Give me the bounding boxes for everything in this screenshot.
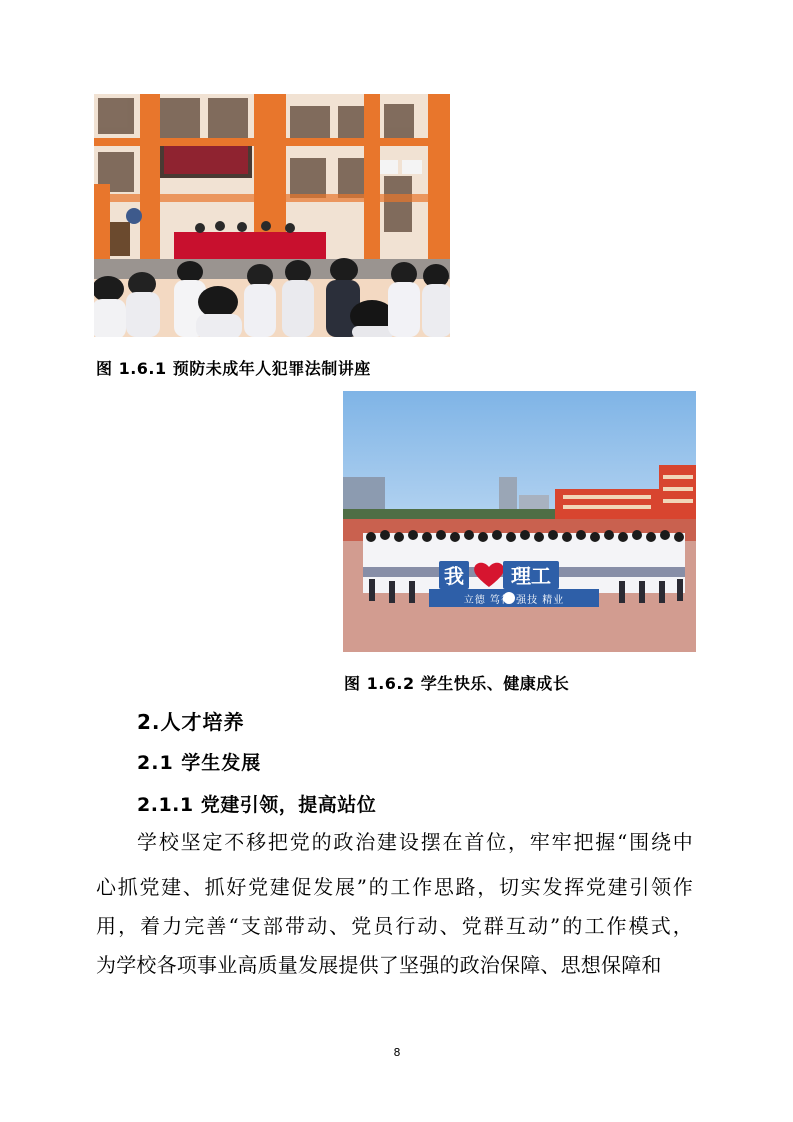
figure-2-caption: 图 1.6.2 学生快乐、健康成长	[344, 674, 570, 693]
subsection-heading: 2.1 学生发展	[137, 752, 262, 774]
lecture-photo-illustration	[94, 94, 450, 337]
paragraph-line: 学校坚定不移把党的政治建设摆在首位，牢牢把握“围绕中	[137, 830, 693, 854]
sign-right-chars: 理工	[511, 564, 551, 588]
lecture-photo	[94, 94, 450, 337]
figure-1-caption: 图 1.6.1 预防未成年人犯罪法制讲座	[96, 359, 371, 378]
sign-left-char: 我	[444, 564, 464, 588]
sign-slogan: 立德 笃行 强技 精业	[463, 595, 565, 606]
paragraph-line: 为学校各项事业高质量发展提供了坚强的政治保障、思想保障和	[96, 953, 662, 977]
section-heading: 2.人才培养	[137, 710, 245, 734]
paragraph-line: 用，着力完善“支部带动、党员行动、党群互动”的工作模式，	[96, 914, 693, 938]
students-photo-illustration	[343, 391, 696, 652]
page-number: 8	[393, 1046, 401, 1059]
subsubsection-heading: 2.1.1 党建引领，提高站位	[137, 794, 377, 816]
paragraph-line: 心抓党建、抓好党建促发展”的工作思路，切实发挥党建引领作	[96, 875, 693, 899]
students-photo	[343, 391, 696, 652]
